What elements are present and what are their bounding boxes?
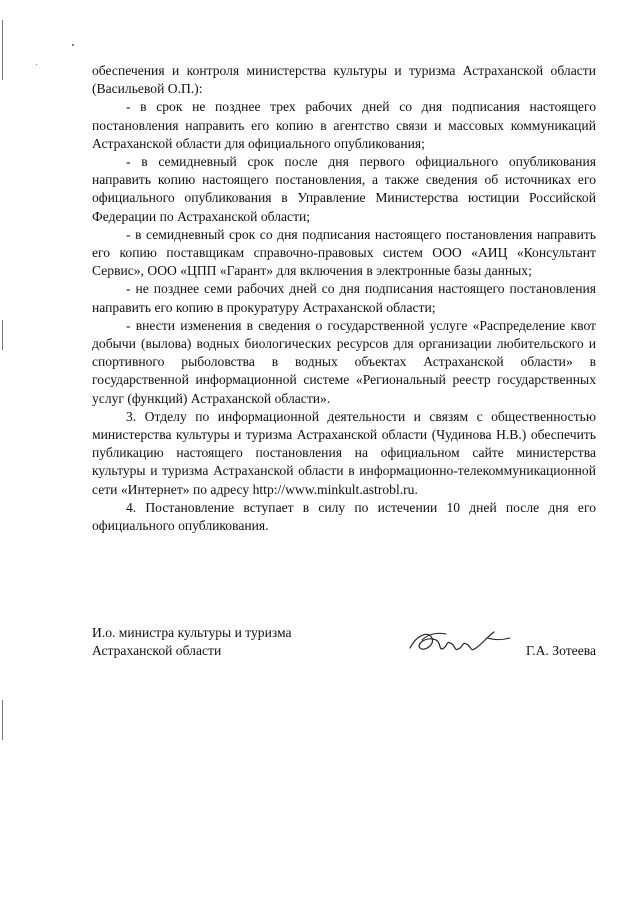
- handwritten-signature: [402, 618, 512, 668]
- paragraph-item-legal-systems: - в семидневный срок со дня подписания настоящего постановления направить его копию поставщикам справочно-правовых систем ООО «АИЦ «Консультант Сервис», ООО «ЦПП «Гарант» для включения в электронные базы данных;: [92, 226, 596, 279]
- signature-block: [92, 624, 596, 674]
- signer-name: Г.А. Зотеева: [525, 643, 596, 658]
- paragraph-item-publication-agency: - в срок не позднее трех рабочих дней со дня подписания настоящего постановления направить его копию в агентство связи и массовых коммуникаций Астраханской области для официального опубликования;: [92, 99, 596, 151]
- paragraph-item-ministry-justice: - в семидневный срок после дня первого официального опубликования направить копию настоящего постановления, а также сведения об источниках его официального опубликования в Управление Министерства юстиции Российской Федерации по Астраханской области;: [92, 154, 596, 224]
- scan-speck: [72, 44, 74, 46]
- signer-title-line2: Астраханской области: [92, 643, 222, 659]
- document-body: [92, 62, 596, 535]
- signer-title-line1: И.о. министра культуры и туризма: [92, 625, 292, 640]
- paragraph-section-4: 4. Постановление вступает в силу по истечении 10 дней после дня его официального опубликования.: [92, 499, 596, 534]
- paragraph-section-3: 3. Отделу по информационной деятельности и связям с общественностью министерства культуры и туризма Астраханской области (Чудинова Н.В.) обеспечить публикацию настоящего постановления на официальном сайте министерства культуры и туризма Астраханской области в информационно-телекоммуникационной сети «Интернет» по адресу http://www.minkult.astrobl.ru.: [92, 408, 596, 497]
- paragraph-item-prosecutor: - не позднее семи рабочих дней со дня подписания настоящего постановления направить его копию в прокуратуру Астраханской области;: [92, 281, 596, 315]
- scan-edge-marks: [0, 0, 6, 905]
- signer-title: [92, 624, 352, 660]
- scan-speck: [36, 64, 37, 65]
- paragraph-item-registry-update: - внести изменения в сведения о государственной услуге «Распределение квот добычи (вылова) водных биологических ресурсов для организации любительского и спортивного рыболовства в водных объектах Астраханской области» в государственной информационной системе «Региональный реестр государственных услуг (функций) Астраханской области».: [92, 317, 596, 406]
- paragraph-intro: обеспечения и контроля министерства культуры и туризма Астраханской области (Васильевой О.П.):: [92, 63, 596, 97]
